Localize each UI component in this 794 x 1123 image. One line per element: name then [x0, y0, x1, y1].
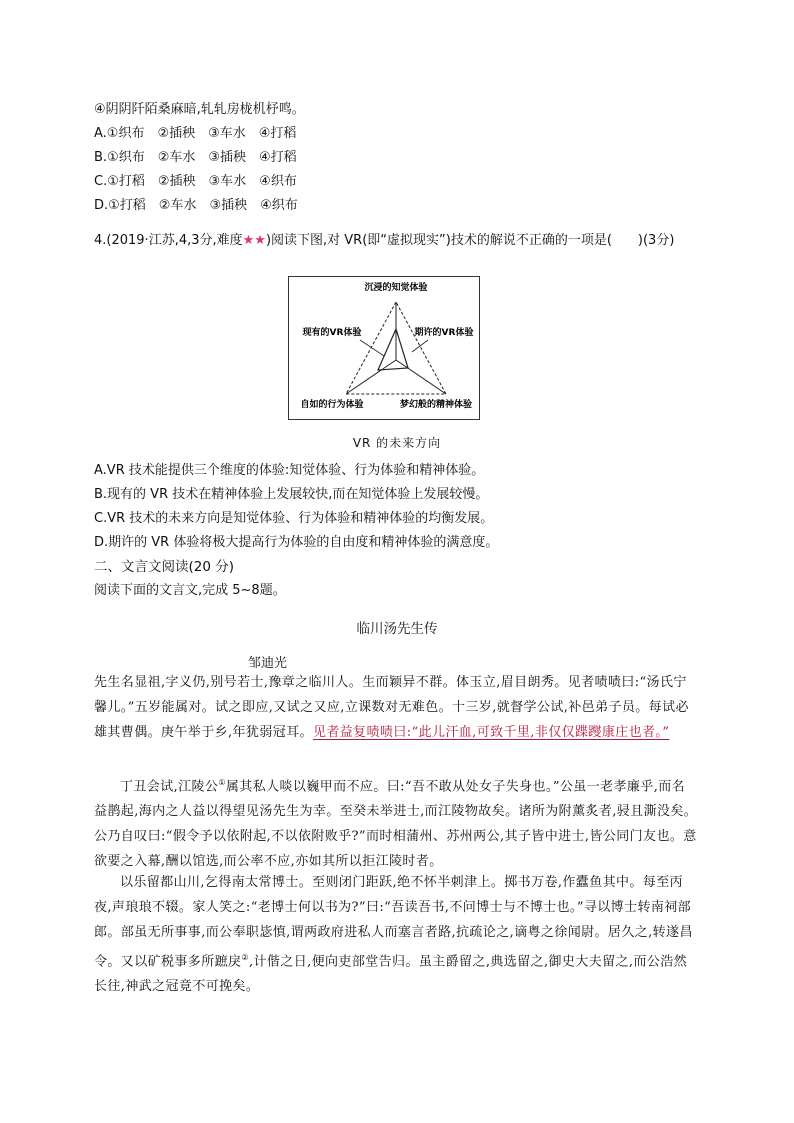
answer-a: A.VR 技术能提供三个维度的体验:知觉体验、行为体验和精神体验。: [94, 463, 485, 478]
passage-paragraph-1: [94, 670, 698, 745]
answer-b: B.现有的 VR 技术在精神体验上发展较快,而在知觉体验上发展较慢。: [94, 487, 489, 502]
label-expected: 期许的VR体验: [414, 328, 474, 338]
difficulty-stars-icon: ★★: [242, 233, 266, 248]
passage-paragraph-3: [94, 870, 698, 999]
answer-c: C.VR 技术的未来方向是知觉体验、行为体验和精神体验的均衡发展。: [94, 511, 494, 526]
paragraph-3-text-b: ,计偕之日,便向吏部堂告归。虽主爵留之,典选留之,御史大夫留之,而公浩然长往,神武之冠竟不可挽矣。: [94, 954, 688, 995]
section-heading: 二、文言文阅读(20 分): [94, 559, 235, 575]
option-b: B.①织布 ②车水 ③插秧 ④打稻: [94, 150, 297, 165]
passage-author: 邹迪光: [248, 656, 288, 671]
answer-d: D.期许的 VR 体验将极大提高行为体验的自由度和精神体验的满意度。: [94, 535, 499, 550]
vr-radar-diagram: [288, 276, 480, 420]
paragraph-3-text-a: 以乐留都山川,乞得南太常博士。至则闭门距跃,绝不怀半刺津上。掷书万卷,作蠹鱼其中。每至丙夜,声琅琅不辍。家人笑之:“老博士何以书为?”曰:“吾读吾书,不问博士与不博士也。”寻以博士转南祠部郎。部虽无所事事,而公奉职毖慎,谓两政府进私人而塞言者路,抗疏论之,谪粤之徐闻尉。居久之,转遂昌令。又以矿税事多所蹠戾: [94, 875, 693, 970]
footnote-marker-2: ②: [241, 953, 249, 962]
diagram-frame: [289, 277, 480, 420]
diagram-caption: VR 的未来方向: [352, 436, 442, 450]
option-item-4: ④阴阴阡陌桑麻暗,轧轧房栊机杼鸣。: [94, 102, 305, 117]
question-4-prefix: 4.(2019·江苏,4,3分,难度: [94, 233, 243, 248]
option-c: C.①打稻 ②插秧 ③车水 ④织布: [94, 174, 297, 189]
section-instruction: 阅读下面的文言文,完成 5~8题。: [94, 583, 286, 598]
footnote-marker-1: ①: [218, 778, 226, 787]
paragraph-2-text-a: 丁丑会试,江陵公: [120, 779, 219, 795]
option-a: A.①织布 ②插秧 ③车水 ④打稻: [94, 126, 297, 141]
question-4-suffix: )阅读下图,对 VR(即“虚拟现实”)技术的解说不正确的一项是( )(3分): [265, 233, 675, 248]
passage-title: 临川汤先生传: [356, 621, 438, 637]
paragraph-2-text-b: 属其私人啖以巍甲而不应。曰:“吾不敢从处女子失身也。”公虽一老孝廉乎,而名益鹊起,海内之人益以得望见汤先生为幸。至癸未举进士,而江陵物故矣。诸所为附薰炙者,骎且澌没矣。公乃自叹曰:“假令予以依附起,不以依附败乎?”而时相蒲州、苏州两公,其子皆中进士,皆公同门友也。意欲要之入幕,酬以馆选,而公率不应,亦如其所以拒江陵时者。: [94, 779, 698, 870]
label-behavior: 自如的行为体验: [300, 400, 364, 410]
paragraph-1-text: 先生名显祖,字义仍,别号若士,豫章之临川人。生而颖异不群。体玉立,眉目朗秀。见者啧啧曰:“汤氏宁馨儿。”五岁能属对。试之即应,又试之又应,立课数对无难色。十三岁,就督学公试,补邑弟子员。每试必雄其曹偶。庚午举于乡,年犹弱冠耳。: [94, 675, 689, 740]
passage-paragraph-2: [94, 770, 698, 874]
question-4: [94, 232, 674, 250]
label-spirit: 梦幻般的精神体验: [399, 400, 473, 410]
underlined-sentence: 见者益复啧啧曰:“此儿汗血,可致千里,非仅仅蹀躞康庄也者。”: [312, 725, 670, 740]
label-current: 现有的VR体验: [302, 328, 362, 338]
option-d: D.①打稻 ②车水 ③插秧 ④织布: [94, 198, 298, 213]
label-perception: 沉浸的知觉体验: [364, 283, 428, 293]
vr-radar-svg: [288, 276, 480, 420]
